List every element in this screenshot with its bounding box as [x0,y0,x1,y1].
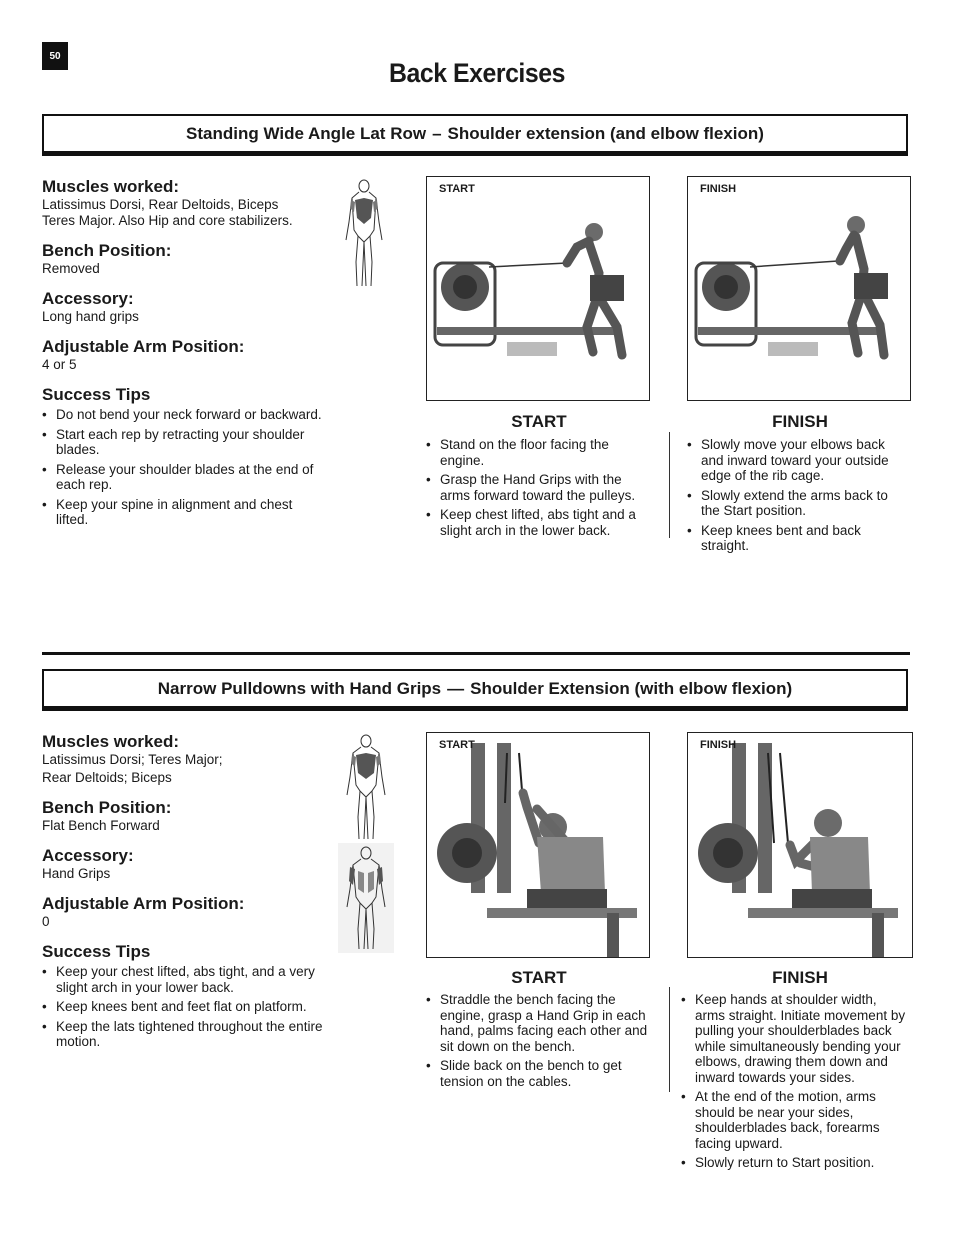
exercise-2-info [42,732,327,1054]
muscles-line: Teres Major. Also Hip and core stabilizers. [42,213,293,228]
photo-label: FINISH [700,739,737,751]
accessory-value: Hand Grips [42,866,111,881]
exercise-1-title-box [42,114,908,156]
list-item: • Grasp the Hand Grips with the arms forward toward the pulleys. [426,472,648,503]
bench-heading: Bench Position: [42,241,172,260]
list-item: • Keep your chest lifted, abs tight, and a very slight arch in your lower back. [42,964,327,995]
list-item: • Slowly move your elbows back and inward toward your outside edge of the rib cage. [687,437,909,484]
success-tips-heading: Success Tips [42,385,151,404]
exercise-subtitle: Shoulder extension (and elbow flexion) [447,123,764,143]
finish-steps [681,992,909,1175]
list-item: • Do not bend your neck forward or backward. [42,407,327,423]
start-photo [426,732,650,958]
finish-steps [687,437,909,558]
arm-position-value: 4 or 5 [42,357,77,372]
muscles-heading: Muscles worked: [42,732,179,751]
muscles-line: Rear Deltoids; Biceps [42,770,172,785]
muscle-diagram-back [340,733,392,841]
accessory-value: Long hand grips [42,309,139,324]
exercise-1-info [42,177,327,532]
start-steps [426,992,648,1093]
exercise-title: Narrow Pulldowns with Hand Grips [157,678,442,698]
list-item: • Keep chest lifted, abs tight and a slight arch in the lower back. [426,507,648,538]
bench-heading: Bench Position: [42,798,172,817]
finish-photo [687,176,911,401]
photo-label: FINISH [700,183,737,195]
arm-position-heading: Adjustable Arm Position: [42,337,245,356]
finish-heading: FINISH [772,968,828,987]
finish-photo [687,732,913,958]
finish-photo-illustration [688,177,911,401]
list-item: • Start each rep by retracting your shoulder blades. [42,427,327,458]
start-photo-illustration [427,177,650,401]
column-divider [669,987,670,1092]
page-number: 50 [42,42,68,70]
list-item: • Keep your spine in alignment and chest lifted. [42,497,327,528]
start-photo-illustration [427,733,650,958]
start-heading: START [511,412,567,431]
list-item: • At the end of the motion, arms should be near your sides, shoulderblades back, forearms facing upward. [681,1089,909,1151]
photo-label: START [439,183,475,195]
success-tips-list [42,407,327,528]
list-item: • Keep hands at shoulder width, arms straight. Initiate movement by pulling your shoulderblades back while simultaneously bending your elbows, drawing them down and inward towards your sides. [681,992,909,1085]
list-item: • Keep knees bent and back straight. [687,523,909,554]
title-dash: — [447,678,465,698]
exercise-2-title-box [42,669,908,711]
start-photo [426,176,650,401]
list-item: • Straddle the bench facing the engine, grasp a Hand Grip in each hand, palms facing each other and sit down on the bench. [426,992,648,1054]
muscle-diagram-back [340,178,388,290]
list-item: • Slide back on the bench to get tension on the cables. [426,1058,648,1089]
muscle-diagram-front [338,843,394,953]
finish-photo-illustration [688,733,913,958]
start-steps [426,437,648,542]
success-tips-heading: Success Tips [42,942,151,961]
muscles-line: Latissimus Dorsi; Teres Major; [42,752,223,767]
success-tips-list [42,964,327,1050]
muscles-line: Latissimus Dorsi, Rear Deltoids, Biceps [42,197,279,212]
arm-position-heading: Adjustable Arm Position: [42,894,245,913]
list-item: • Stand on the floor facing the engine. [426,437,648,468]
muscles-heading: Muscles worked: [42,177,179,196]
finish-heading: FINISH [772,412,828,431]
list-item: • Keep the lats tightened throughout the entire motion. [42,1019,327,1050]
start-heading: START [511,968,567,987]
list-item: • Slowly extend the arms back to the Start position. [687,488,909,519]
column-divider [669,432,670,538]
exercise-subtitle: Shoulder Extension (with elbow flexion) [470,678,793,698]
list-item: • Slowly return to Start position. [681,1155,909,1171]
page-title: Back Exercises [389,58,565,88]
exercise-title: Standing Wide Angle Lat Row [186,123,427,143]
accessory-heading: Accessory: [42,289,134,308]
photo-label: START [439,739,475,751]
title-dash: – [432,123,442,143]
arm-position-value: 0 [42,914,50,929]
list-item: • Keep knees bent and feet flat on platform. [42,999,327,1015]
section-divider [42,652,910,655]
list-item: • Release your shoulder blades at the end of each rep. [42,462,327,493]
bench-value: Removed [42,261,100,276]
bench-value: Flat Bench Forward [42,818,160,833]
accessory-heading: Accessory: [42,846,134,865]
